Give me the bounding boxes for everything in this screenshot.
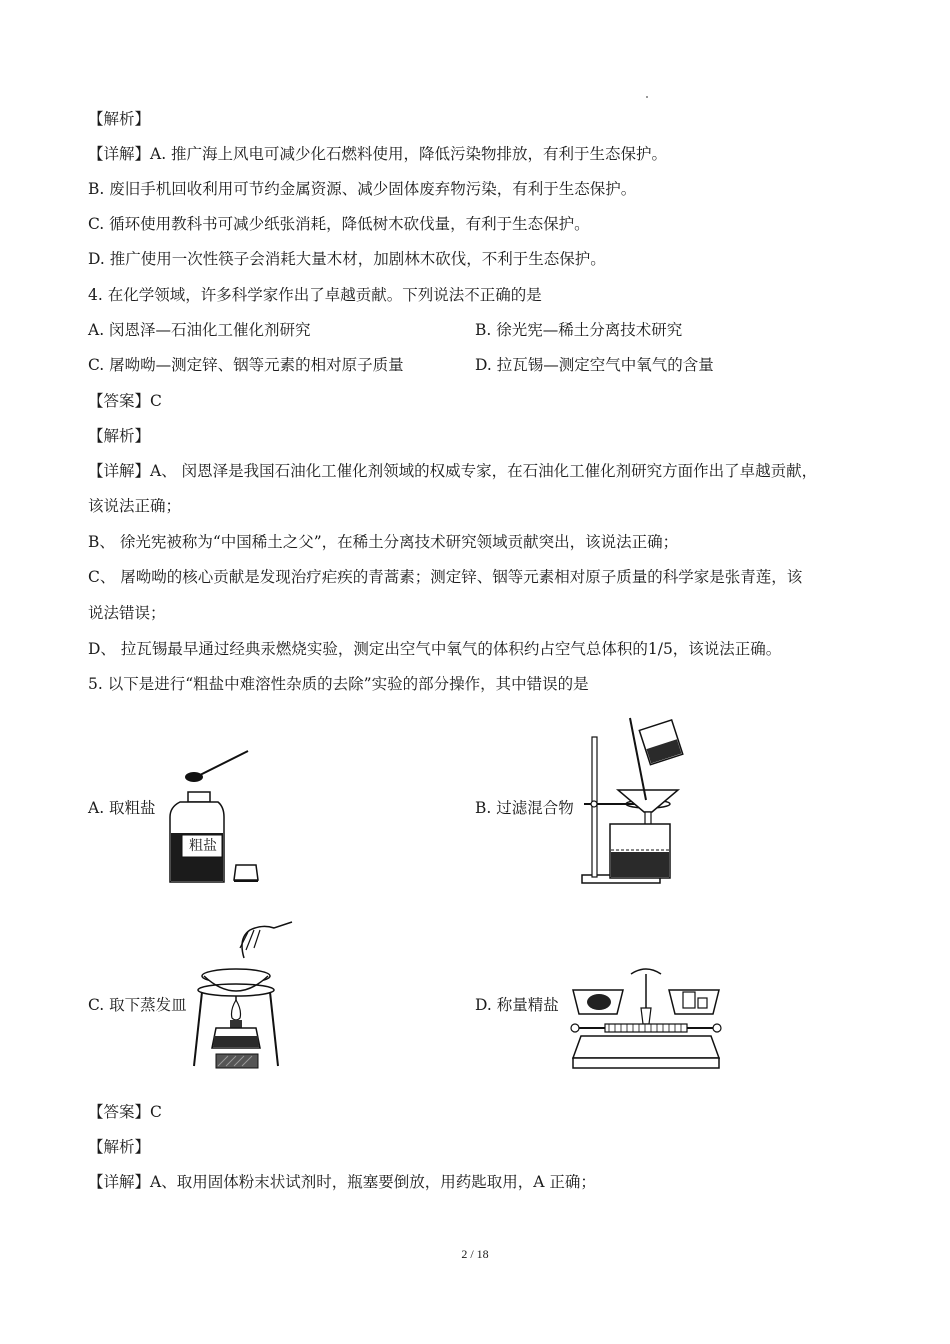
option-4d: D. 拉瓦锡—测定空气中氧气的含量 [475, 356, 714, 374]
page-number: 2 / 18 [461, 1247, 489, 1261]
detail-line: B、 徐光宪被称为“中国稀土之父”，在稀土分离技术研究领域贡献突出，该说法正确； [88, 533, 679, 551]
analysis-tag: 【解析】 [88, 110, 151, 128]
option-4a: A. 闵恩泽—石油化工催化剂研究 [88, 321, 311, 339]
detail-line: D. 推广使用一次性筷子会消耗大量木材，加剧林木砍伐，不利于生态保护。 [88, 250, 606, 268]
scan-dot [646, 96, 648, 98]
option-5d: D. 称量精盐 [475, 996, 559, 1014]
option-5a: A. 取粗盐 [88, 799, 156, 817]
option-4c: C. 屠呦呦—测定锌、铟等元素的相对原子质量 [88, 356, 404, 374]
question-5: 5. 以下是进行“粗盐中难溶性杂质的去除”实验的部分操作，其中错误的是 [88, 675, 589, 693]
figure-balance [565, 962, 727, 1076]
detail-line: C. 循环使用教科书可减少纸张消耗，降低树木砍伐量，有利于生态保护。 [88, 215, 590, 233]
detail-line: 该说法正确； [88, 497, 182, 515]
detail-line: 说法错误； [88, 604, 166, 622]
detail-line: B. 废旧手机回收利用可节约金属资源、减少固体废弃物污染，有利于生态保护。 [88, 180, 637, 198]
answer-4: 【答案】C [88, 392, 162, 410]
option-4b: B. 徐光宪—稀土分离技术研究 [475, 321, 683, 339]
figure-take-salt [160, 745, 270, 890]
option-5c: C. 取下蒸发皿 [88, 996, 187, 1014]
detail-line: D、 拉瓦锡最早通过经典汞燃烧实验，测定出空气中氧气的体积约占空气总体积的1/5，该说法正确。 [88, 640, 782, 658]
detail-line: 【详解】A、 闵恩泽是我国石油化工催化剂领域的权威专家，在石油化工催化剂研究方面作出了卓越贡献， [88, 462, 818, 480]
bottle-label: 粗盐 [189, 838, 217, 854]
detail-line: 【详解】A、取用固体粉末状试剂时，瓶塞要倒放，用药匙取用，A 正确； [88, 1173, 596, 1191]
figure-filter [578, 712, 698, 887]
detail-line: C、 屠呦呦的核心贡献是发现治疗疟疾的青蒿素；测定锌、铟等元素相对原子质量的科学家是张青莲，该 [88, 568, 803, 586]
analysis-tag: 【解析】 [88, 427, 151, 445]
figure-evaporating-dish [192, 918, 296, 1078]
answer-5: 【答案】C [88, 1103, 162, 1121]
question-4: 4. 在化学领域，许多科学家作出了卓越贡献。下列说法不正确的是 [88, 286, 542, 304]
detail-line: 【详解】A. 推广海上风电可减少化石燃料使用，降低污染物排放，有利于生态保护。 [88, 145, 668, 163]
option-5b: B. 过滤混合物 [475, 799, 574, 817]
analysis-tag: 【解析】 [88, 1138, 151, 1156]
